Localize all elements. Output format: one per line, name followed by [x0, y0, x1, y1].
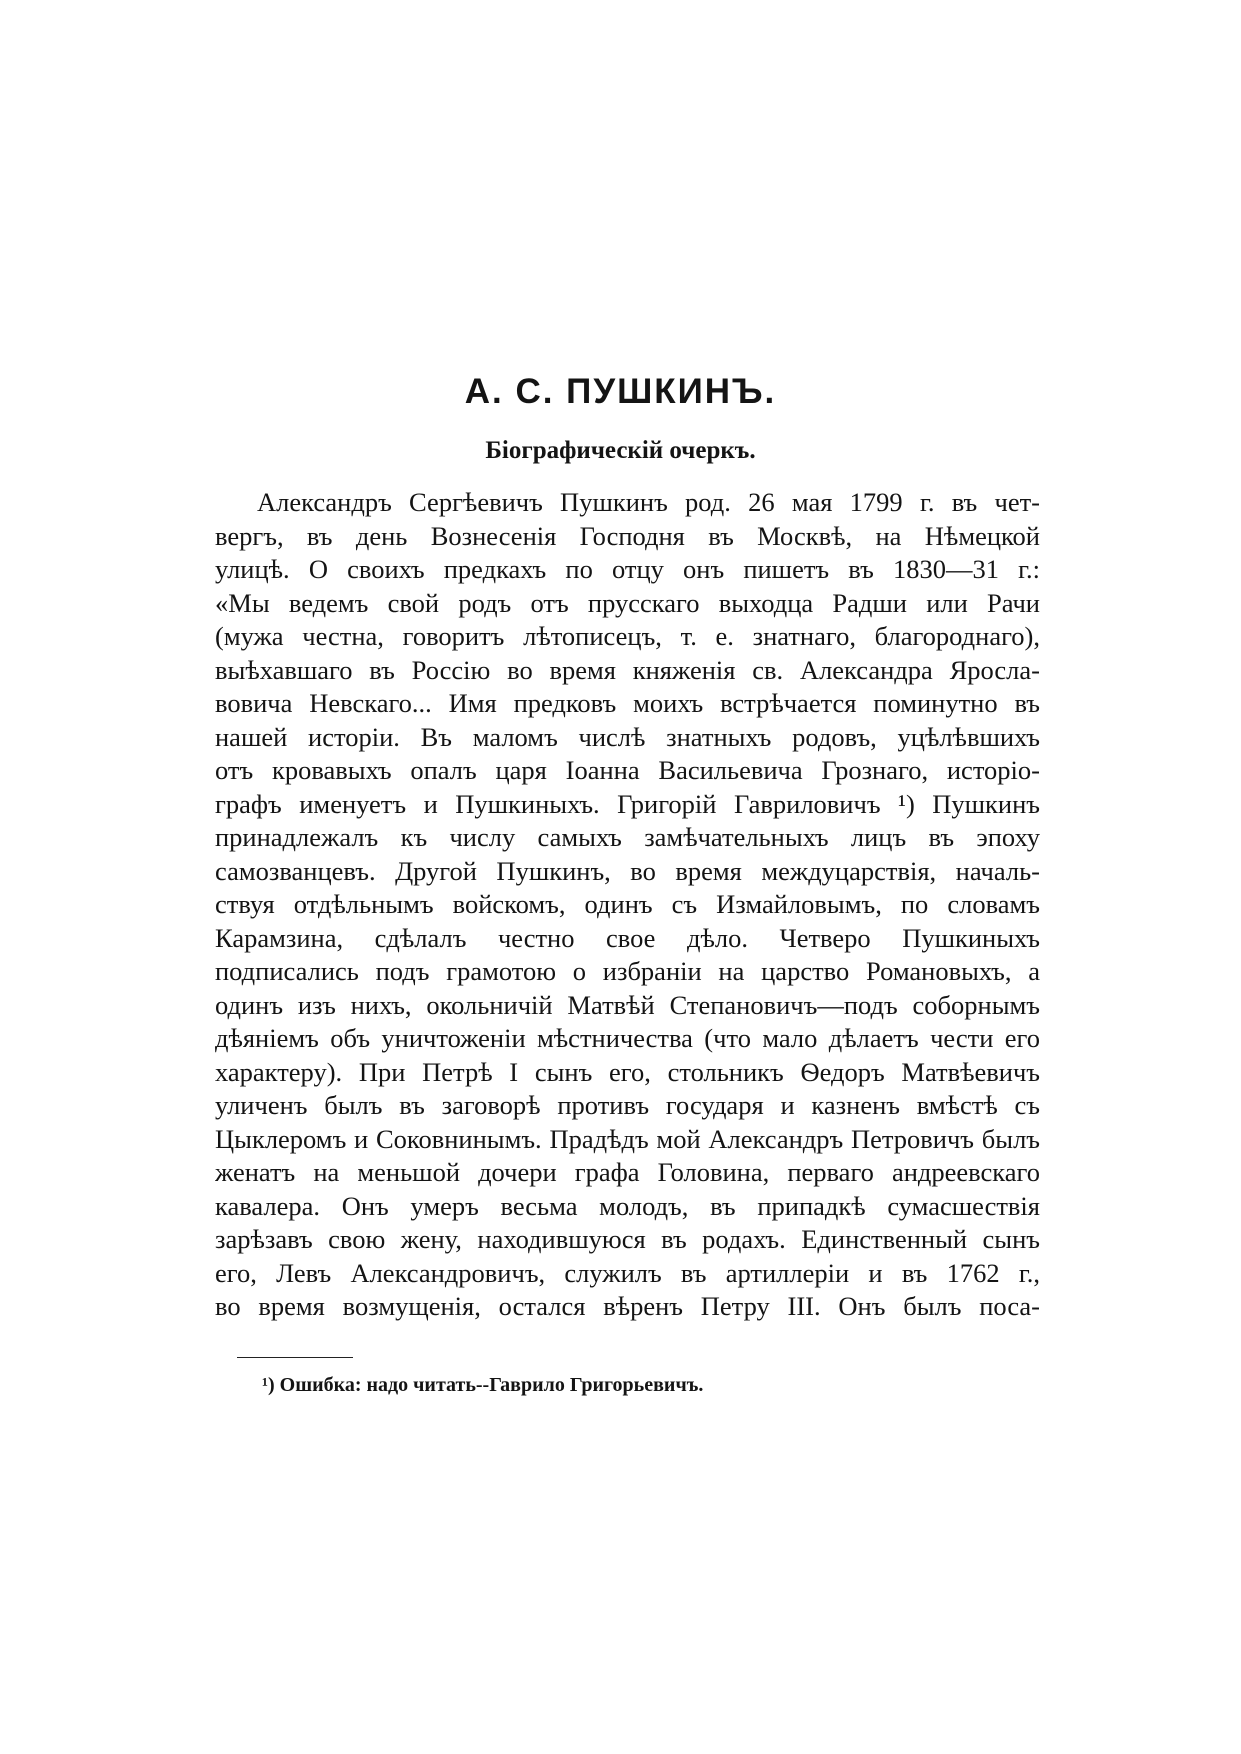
text-line: Цыклеромъ и Соковнинымъ. Прадѣдъ мой Александръ Петровичъ былъ — [215, 1123, 1040, 1154]
footnote-divider — [237, 1357, 353, 1358]
page-title: А. С. ПУШКИНЪ. — [464, 372, 777, 411]
text-line: улицѣ. О своихъ предкахъ по отцу онъ пишетъ въ 1830—31 г.: — [215, 554, 1040, 584]
text-line: его, Левъ Александровичъ, служилъ въ артиллеріи и въ 1762 г., — [215, 1257, 1040, 1288]
text-line: зарѣзавъ свою жену, находившуюся въ родахъ. Единственный сынъ — [215, 1224, 1040, 1254]
text-line: ствуя отдѣльнымъ войскомъ, одинъ съ Измайловымъ, по словамъ — [215, 889, 1040, 919]
text-line: отъ кровавыхъ опалъ царя Іоанна Васильевича Грознаго, исторіо- — [215, 755, 1040, 785]
text-line: дѣяніемъ объ уничтоженіи мѣстничества (что мало дѣлаетъ чести его — [215, 1023, 1040, 1053]
text-line: самозванцевъ. Другой Пушкинъ, во время междуцарствія, началь- — [215, 855, 1040, 886]
text-line: Александръ Сергѣевичъ Пушкинъ род. 26 мая 1799 г. въ чет- — [257, 487, 1040, 517]
body-text — [215, 486, 1040, 1324]
text-line: уличенъ былъ въ заговорѣ противъ государя и казненъ вмѣстѣ съ — [215, 1090, 1040, 1120]
text-line: выѣхавшаго въ Россію во время княженія св. Александра Яросла- — [215, 654, 1040, 685]
text-line: одинъ изъ нихъ, окольничій Матвѣй Степановичъ—подъ соборнымъ — [215, 989, 1040, 1020]
text-line: вергъ, въ день Вознесенія Господня въ Москвѣ, на Нѣмецкой — [215, 520, 1040, 551]
footnote: ¹) Ошибка: надо читать--Гаврило Григорьевичъ. — [262, 1374, 704, 1396]
text-line: Карамзина, сдѣлалъ честно свое дѣло. Четверо Пушкиныхъ — [215, 922, 1040, 953]
text-line: (мужа честна, говоритъ лѣтописецъ, т. е. знатнаго, благороднаго), — [215, 621, 1040, 651]
text-line: кавалера. Онъ умеръ весьма молодъ, въ припадкѣ сумасшествія — [215, 1190, 1040, 1221]
page-subtitle: Біографическій очеркъ. — [485, 437, 756, 464]
text-line: во время возмущенія, остался вѣренъ Петру III. Онъ былъ поса- — [215, 1291, 1040, 1321]
text-line: вовича Невскаго... Имя предковъ моихъ встрѣчается поминутно въ — [215, 688, 1040, 718]
text-line: характеру). При Петрѣ I сынъ его, стольникъ Ѳедоръ Матвѣевичъ — [215, 1056, 1040, 1087]
text-line: подписались подъ грамотою о избраніи на царство Романовыхъ, а — [215, 956, 1040, 986]
text-line: принадлежалъ къ числу самыхъ замѣчательныхъ лицъ въ эпоху — [215, 822, 1040, 852]
text-line: графъ именуетъ и Пушкиныхъ. Григорій Гавриловичъ ¹) Пушкинъ — [215, 788, 1040, 819]
text-line: женатъ на меньшой дочери графа Головина, перваго андреевскаго — [215, 1157, 1040, 1187]
text-line: «Мы ведемъ свой родъ отъ прусскаго выходца Радши или Рачи — [215, 587, 1040, 618]
text-line: нашей исторіи. Въ маломъ числѣ знатныхъ родовъ, уцѣлѣвшихъ — [215, 721, 1040, 752]
